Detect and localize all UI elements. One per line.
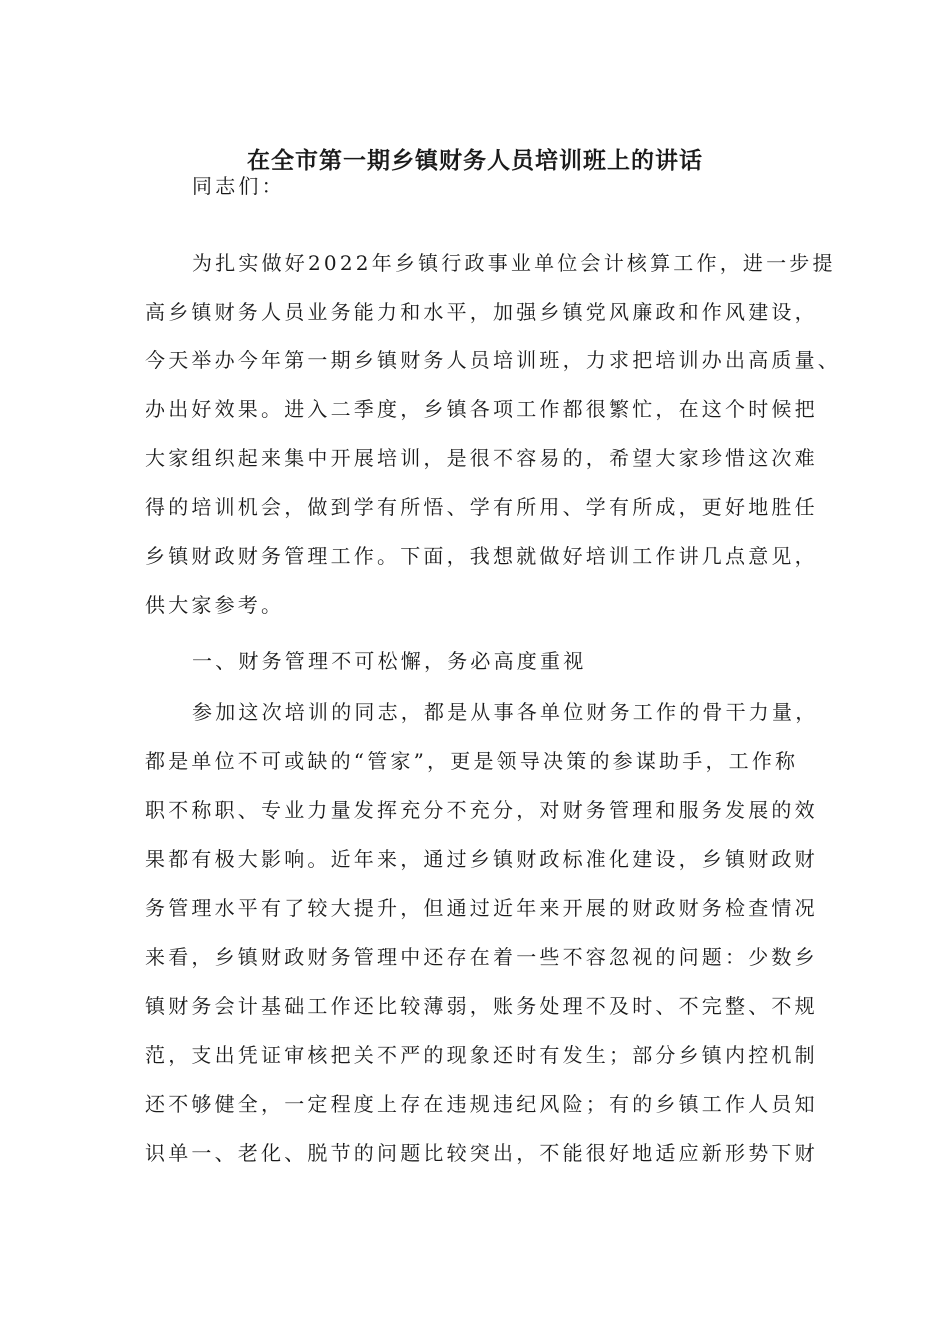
paragraph-line: 办出好效果。进入二季度，乡镇各项工作都很繁忙，在这个时候把	[145, 397, 818, 421]
paragraph-line: 务管理水平有了较大提升，但通过近年来开展的财政财务检查情况	[145, 896, 818, 920]
paragraph-line: 今天举办今年第一期乡镇财务人员培训班，力求把培训办出高质量、	[145, 348, 841, 372]
paragraph-line: 高乡镇财务人员业务能力和水平，加强乡镇党风廉政和作风建设，	[145, 300, 818, 324]
paragraph-line: 职不称职、专业力量发挥充分不充分，对财务管理和服务发展的效	[145, 798, 818, 822]
paragraph-line: 参加这次培训的同志，都是从事各单位财务工作的骨干力量，	[192, 700, 819, 724]
paragraph-line: 来看，乡镇财政财务管理中还存在着一些不容忽视的问题：少数乡	[145, 945, 818, 969]
paragraph-line: 乡镇财政财务管理工作。下面，我想就做好培训工作讲几点意见，	[145, 544, 818, 568]
paragraph-line: 都是单位不可或缺的“管家”，更是领导决策的参谋助手，工作称	[145, 749, 799, 773]
paragraph-line: 还不够健全，一定程度上存在违规违纪风险；有的乡镇工作人员知	[145, 1092, 818, 1116]
paragraph-line: 为扎实做好2022年乡镇行政事业单位会计核算工作，进一步提	[192, 251, 836, 275]
paragraph-line: 识单一、老化、脱节的问题比较突出，不能很好地适应新形势下财	[145, 1141, 818, 1165]
paragraph-line: 供大家参考。	[145, 593, 285, 617]
paragraph-line: 大家组织起来集中开展培训，是很不容易的，希望大家珍惜这次难	[145, 446, 818, 470]
paragraph-line: 范，支出凭证审核把关不严的现象还时有发生；部分乡镇内控机制	[145, 1043, 818, 1067]
section-heading: 一、财务管理不可松懈，务必高度重视	[192, 649, 587, 673]
paragraph-line: 得的培训机会，做到学有所悟、学有所用、学有所成，更好地胜任	[145, 495, 818, 519]
paragraph-line: 果都有极大影响。近年来，通过乡镇财政标准化建设，乡镇财政财	[145, 847, 818, 871]
salutation: 同志们：	[192, 174, 285, 198]
paragraph-line: 镇财务会计基础工作还比较薄弱，账务处理不及时、不完整、不规	[145, 994, 818, 1018]
document-title: 在全市第一期乡镇财务人员培训班上的讲话	[247, 148, 703, 174]
